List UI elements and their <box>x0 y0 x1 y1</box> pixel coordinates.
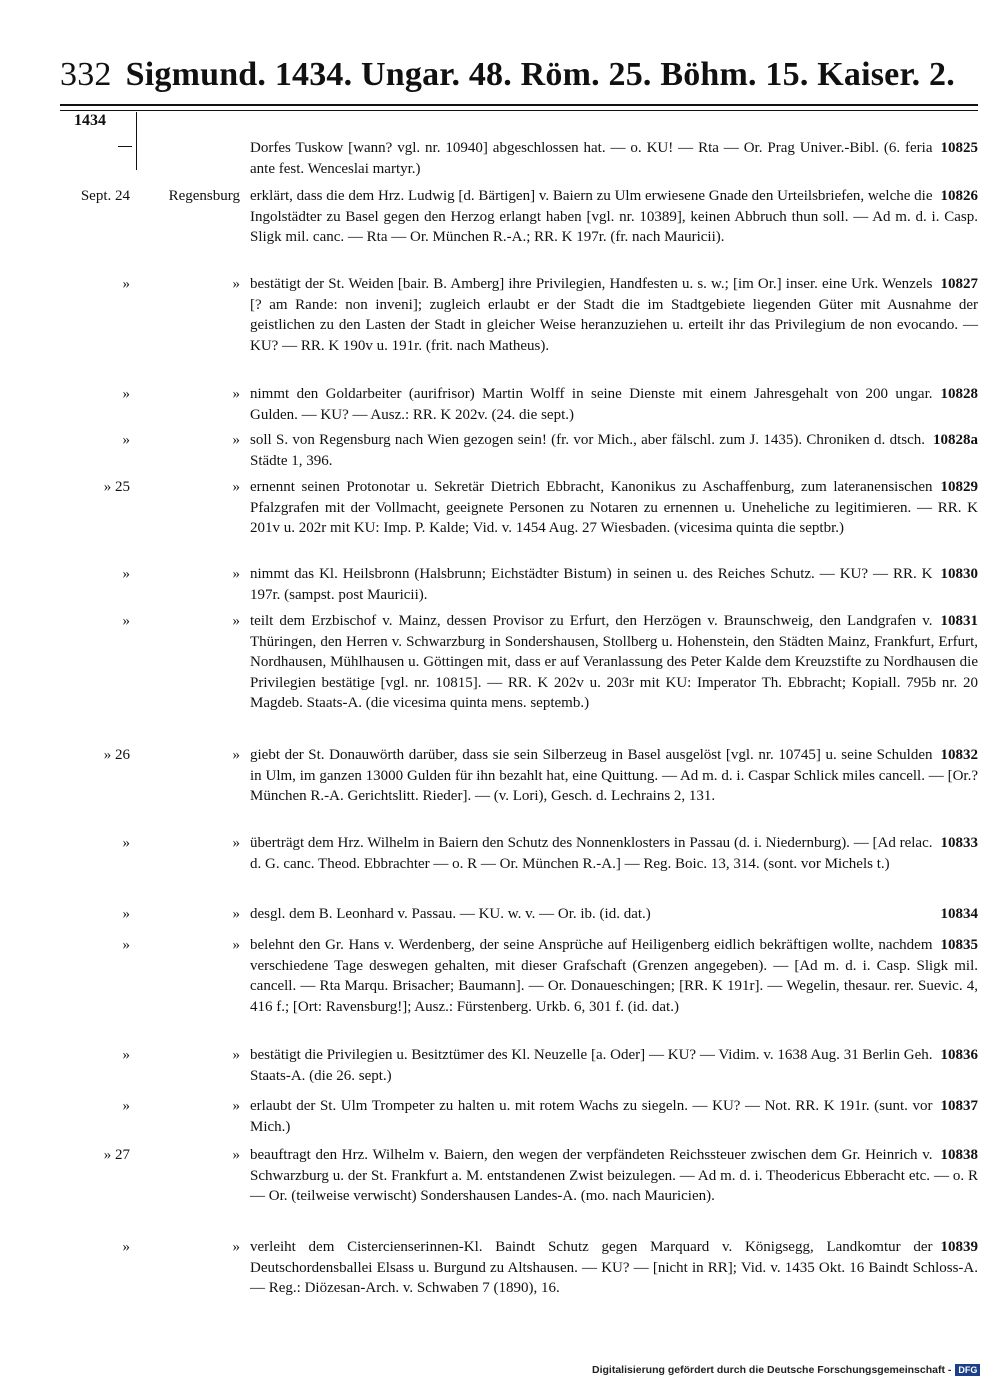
entry-place: » <box>232 1047 240 1063</box>
entry-body: soll S. von Regensburg nach Wien gezogen sein! (fr. vor Mich., aber fälschl. zum J. 1435). Chroniken d. dtsch. Städte 1, 396. <box>250 432 925 469</box>
entry-text <box>250 477 978 539</box>
entry-text <box>250 1096 978 1137</box>
entry-body: ernennt seinen Protonotar u. Sekretär Dietrich Ebbracht, Kanonikus zu Aschaffenburg, zum lateranensischen Pfalzgrafen mit der Vollmacht, geeignete Personen zu Notaren zu ernennen u. Uneheliche zu legitimieren. — RR. K 201v u. 202r mit KU: Imp. P. Kalde; Vid. v. 1454 Aug. 27 Wiesbaden. (vicesima quinta die septbr.) <box>250 479 978 536</box>
entry-text <box>250 904 978 925</box>
entry-number: 10835 <box>940 937 978 953</box>
entry-text <box>250 430 978 471</box>
entry-date: » 27 <box>103 1147 130 1163</box>
entry-number: 10828 <box>940 386 978 402</box>
entry-text <box>250 1237 978 1299</box>
entry-text <box>250 1045 978 1086</box>
entry-place: » <box>232 479 240 495</box>
entry-place: Regensburg <box>168 188 240 204</box>
entry-body: bestätigt die Privilegien u. Besitztümer des Kl. Neuzelle [a. Oder] — KU? — Vidim. v. 1638 Aug. 31 Berlin Geh. Staats-A. (die 26. sept.) <box>250 1047 933 1084</box>
entry-text <box>250 186 978 248</box>
entry-body: erklärt, dass die dem Hrz. Ludwig [d. Bärtigen] v. Baiern zu Ulm erwiesene Gnade den Urteilsbriefen, welche die Ingolstädter zu Basel gegen den Herzog erlangt haben [vgl. nr. 10389], keinen Abbruch thun soll. — Ad m. d. i. Casp. Sligk mil. canc. — Rta — Or. München R.-A.; RR. K 197r. (fr. nach Mauricii). <box>250 188 978 245</box>
entry-place: » <box>232 432 240 448</box>
entry-text <box>250 1145 978 1207</box>
entry-place: » <box>232 566 240 582</box>
entry-text <box>250 935 978 1017</box>
entry-body: beauftragt den Hrz. Wilhelm v. Baiern, den wegen der verpfändeten Reichssteuer zwischen dem Gr. Heinrich v. Schwarzburg u. der St. Frankfurt a. M. entstandenen Zwist beizulegen. — Ad m. d. i. Theodericus Ebberacht etc. — o. R — Or. (teilweise verwischt) Sondershausen Landes-A. (mo. nach Mauricien). <box>250 1147 978 1204</box>
entry-number: 10829 <box>940 479 978 495</box>
entry-place: » <box>232 835 240 851</box>
entry-date: » <box>122 937 130 953</box>
entry-text <box>250 274 978 356</box>
funding-footer <box>592 1364 984 1380</box>
year-label: 1434 <box>74 112 106 129</box>
entry-body: nimmt das Kl. Heilsbronn (Halsbrunn; Eichstädter Bistum) in seinen u. des Reiches Schutz. — KU? — RR. K 197r. (sampst. post Mauricii). <box>250 566 933 603</box>
entry-date: » <box>122 835 130 851</box>
entry-date: » <box>122 1098 130 1114</box>
entry-body: belehnt den Gr. Hans v. Werdenberg, der seine Ansprüche auf Heiligenberg eidlich bekräftigen wollte, nachdem verschiedene Tage deswegen gehalten, mit dieser Grafschaft (Grenzen angegeben). — [Ad m. d. i. Casp. Sligk mil. cancell. — Rta Marqu. Brisacher; Baumann]. — Or. Donaueschingen; [RR. K 191r]. — Wegelin, thesaur. rer. Suevic. 4, 416 f.; [Ort: Ravensburg!]; Ausz.: Fürstenberg. Urkb. 6, 301 f. (id. dat.) <box>250 937 978 1015</box>
footer-text: Digitalisierung gefördert durch die Deutsche Forschungsgemeinschaft - <box>592 1364 952 1376</box>
entry-number: 10828a <box>933 432 978 448</box>
entry-date: Sept. 24 <box>80 188 130 204</box>
entry-place: » <box>232 747 240 763</box>
entry-text <box>250 564 978 605</box>
entry-body: teilt dem Erzbischof v. Mainz, dessen Provisor zu Erfurt, den Herzögen v. Braunschweig, den Landgrafen v. Thüringen, den Herren v. Schwarzburg in Sondershausen, Stollberg u. Hohenstein, den Städten Mainz, Frankfurt, Erfurt, Nordhausen, Mühlhausen u. Göttingen mit, dass er auf Veranlassung des Peter Kalde dem Kreuzstifte zu Nordhausen die Privilegien bestätige [vgl. nr. 10815]. — RR. K 202v u. 203r mit KU: Imperator Th. Ebbracht; Kopiall. 795b nr. 20 Magdeb. Staats-A. (die vicesima quinta mens. septemb.) <box>250 613 978 711</box>
entry-number: 10837 <box>940 1098 978 1114</box>
entry-place: » <box>232 906 240 922</box>
entry-text <box>250 138 978 179</box>
entry-date: » <box>122 386 130 402</box>
entry-body: giebt der St. Donauwörth darüber, dass sie sein Silberzeug in Basel ausgelöst [vgl. nr. 10745] u. seine Schulden in Ulm, im ganzen 13000 Gulden für ihn bezahlt hat, eine Quittung. — Ad m. d. i. Caspar Schlick miles cancell. — [Or.? München R.-A. Gerichtslitt. Rieder]. — (v. Lori), Gesch. d. Lechrains 2, 131. <box>250 747 978 804</box>
entry-number: 10826 <box>940 188 978 204</box>
entry-body: Dorfes Tuskow [wann? vgl. nr. 10940] abgeschlossen hat. — o. KU! — Rta — Or. Prag Univer.-Bibl. (6. feria ante fest. Wenceslai martyr.) <box>250 140 933 177</box>
entry-date: » 26 <box>103 747 130 763</box>
entry-number: 10825 <box>940 140 978 156</box>
entry-number: 10839 <box>940 1239 978 1255</box>
entry-text <box>250 833 978 874</box>
entry-date: » <box>122 566 130 582</box>
entry-number: 10827 <box>940 276 978 292</box>
entry-place: » <box>232 1147 240 1163</box>
entry-date: » <box>122 906 130 922</box>
entry-date: » <box>122 1239 130 1255</box>
entry-date: » <box>122 276 130 292</box>
entry-place: » <box>232 1239 240 1255</box>
entry-number: 10833 <box>940 835 978 851</box>
entry-number: 10830 <box>940 566 978 582</box>
entry-body: erlaubt der St. Ulm Trompeter zu halten u. mit rotem Wachs zu siegeln. — KU? — Not. RR. K 191r. (sunt. vor Mich.) <box>250 1098 933 1135</box>
entry-number: 10831 <box>940 613 978 629</box>
entry-place: » <box>232 386 240 402</box>
entry-body: nimmt den Goldarbeiter (aurifrisor) Martin Wolff in seine Dienste mit einem Jahresgehalt von 200 ungar. Gulden. — KU? — Ausz.: RR. K 202v. (24. die sept.) <box>250 386 933 423</box>
entry-number: 10832 <box>940 747 978 763</box>
entry-number: 10836 <box>940 1047 978 1063</box>
entry-text <box>250 384 978 425</box>
entry-body: überträgt dem Hrz. Wilhelm in Baiern den Schutz des Nonnenklosters in Passau (d. i. Niedernburg). — [Ad relac. d. G. canc. Theod. Ebbrachter — o. R — Or. München R.-A.] — Reg. Boic. 13, 314. (sont. vor Michels t.) <box>250 835 933 872</box>
entry-number: 10838 <box>940 1147 978 1163</box>
entry-place: » <box>232 276 240 292</box>
entry-body: desgl. dem B. Leonhard v. Passau. — KU. w. v. — Or. ib. (id. dat.) <box>250 906 651 922</box>
entry-date: » <box>122 432 130 448</box>
entry-date: » <box>122 613 130 629</box>
entry-text <box>250 745 978 807</box>
entry-place: » <box>232 1098 240 1114</box>
entry-number: 10834 <box>940 906 978 922</box>
entry-place: » <box>232 613 240 629</box>
dfg-logo: DFG <box>955 1364 980 1376</box>
page-number: 332 <box>60 56 112 93</box>
entry-place: » <box>232 937 240 953</box>
entry-body: bestätigt der St. Weiden [bair. B. Amberg] ihre Privilegien, Handfesten u. s. w.; [im Or.] inser. eine Urk. Wenzels [? am Rande: non inveni]; zugleich erlaubt er der Stadt die im Stadtgebiete liegenden Güter mit Ausnahme der geistlichen zu den Lasten der Stadt in gleicher Weise heranzuziehen u. erteilt ihr das Privilegium de non evocando. — KU? — RR. K 190v u. 191r. (frit. nach Matheus). <box>250 276 978 354</box>
entry-date: » <box>122 1047 130 1063</box>
entry-text <box>250 611 978 714</box>
running-title: Sigmund. 1434. Ungar. 48. Röm. 25. Böhm. 15. Kaiser. 2. <box>125 56 955 93</box>
entry-date: » 25 <box>103 479 130 495</box>
entry-body: verleiht dem Cistercienserinnen-Kl. Baindt Schutz gegen Marquard v. Königsegg, Landkomtur der Deutschordensballei Elsass u. Burgund zu Altshausen. — KU? — [nicht in RR]; Vid. v. 1435 Okt. 16 Baindt Schloss-A. — Reg.: Diözesan-Arch. v. Schwaben 7 (1890), 16. <box>250 1239 978 1296</box>
